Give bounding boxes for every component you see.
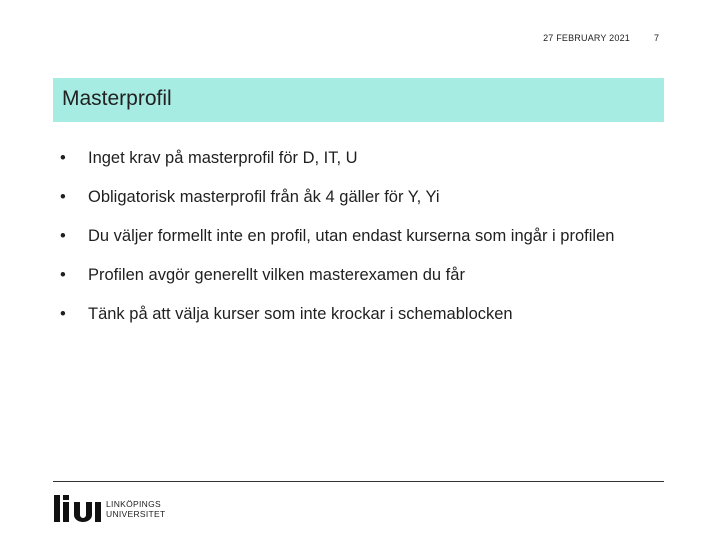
title-bar (53, 78, 664, 122)
logo-line-2: UNIVERSITET (106, 509, 166, 519)
bullet-item (60, 148, 650, 169)
bullet-item (60, 304, 650, 325)
bullet-item (60, 187, 650, 208)
bullet-dot-icon: • (60, 305, 66, 323)
footer-divider (53, 481, 664, 482)
slide-date: 27 FEBRUARY 2021 (543, 33, 630, 43)
bullet-text: Inget krav på masterprofil för D, IT, U (88, 149, 358, 167)
bullet-dot-icon: • (60, 227, 66, 245)
bullet-list (60, 148, 650, 343)
slide-title: Masterprofil (62, 87, 172, 110)
bullet-dot-icon: • (60, 266, 66, 284)
liu-logo (53, 494, 183, 524)
page-number: 7 (654, 33, 660, 43)
bullet-text: Obligatorisk masterprofil från åk 4 gäller för Y, Yi (88, 188, 440, 206)
liu-logo-icon (53, 494, 103, 524)
bullet-text: Du väljer formellt inte en profil, utan endast kurserna som ingår i profilen (88, 227, 615, 245)
bullet-item (60, 265, 650, 286)
bullet-dot-icon: • (60, 188, 66, 206)
bullet-item (60, 226, 650, 247)
bullet-text: Profilen avgör generellt vilken masterexamen du får (88, 266, 465, 284)
logo-text (106, 499, 166, 519)
bullet-dot-icon: • (60, 149, 66, 167)
bullet-text: Tänk på att välja kurser som inte krockar i schemablocken (88, 305, 513, 323)
logo-line-1: LINKÖPINGS (106, 499, 161, 509)
